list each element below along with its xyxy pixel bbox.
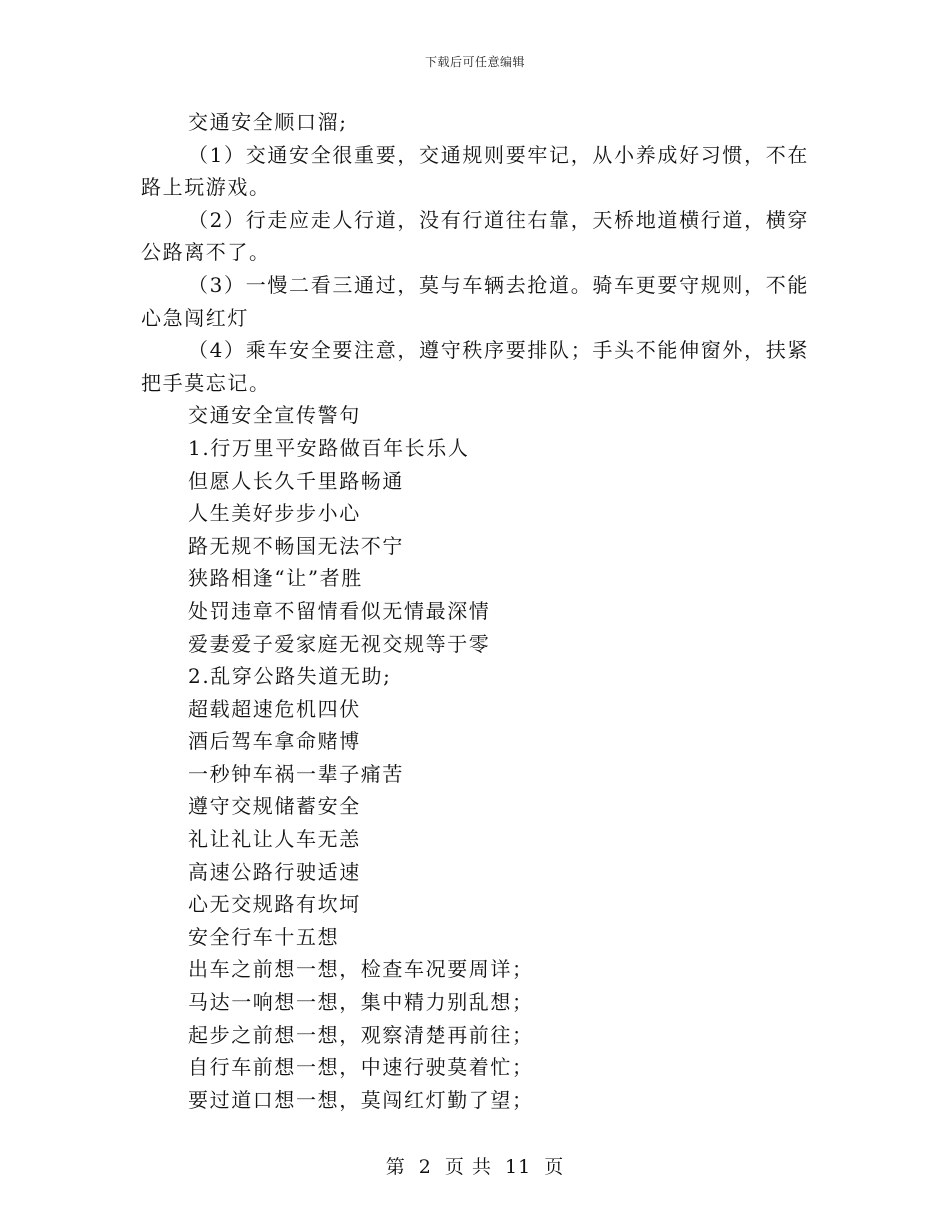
footer-page-number: 2 [418, 1156, 432, 1178]
footer-prefix: 第 [385, 1156, 406, 1178]
slogan-line: 心无交规路有坎坷 [188, 892, 361, 917]
section-title-jingle: 交通安全顺口溜; [188, 110, 348, 134]
thought-line: 自行车前想一想，中速行驶莫着忙； [188, 1055, 534, 1080]
jingle-verse-3: （3）一慢二看三通过，莫与车辆去抢道。骑车更要守规则，不能心急闯红灯 [141, 272, 809, 330]
document-body [141, 106, 809, 1116]
slogan-line: 超载超速危机四伏 [188, 696, 361, 721]
slogan-line: 一秒钟车祸一辈子痛苦 [188, 761, 404, 786]
footer-middle: 页 共 [444, 1156, 492, 1178]
slogan-line: 人生美好步步小心 [188, 501, 361, 526]
jingle-verse-2: （2）行走应走人行道，没有行道往右靠，天桥地道横行道，横穿公路离不了。 [141, 207, 809, 265]
section-title-slogans: 交通安全宣传警句 [188, 403, 361, 428]
slogan-line: 1.行万里平安路做百年长乐人 [188, 435, 470, 460]
slogan-line: 酒后驾车拿命赌博 [188, 729, 361, 754]
thought-line: 起步之前想一想，观察清楚再前往； [188, 1022, 534, 1047]
slogan-line: 处罚违章不留情看似无情最深情 [188, 598, 491, 623]
thought-line: 要过道口想一想，莫闯红灯勤了望； [188, 1087, 534, 1112]
footer-suffix: 页 [544, 1156, 565, 1178]
slogan-line: 礼让礼让人车无恙 [188, 827, 361, 852]
slogan-line: 狭路相逢“让”者胜 [188, 566, 363, 591]
slogan-line: 但愿人长久千里路畅通 [188, 468, 404, 493]
jingle-verse-1: （1）交通安全很重要，交通规则要牢记，从小养成好习惯，不在路上玩游戏。 [141, 142, 809, 200]
slogan-line: 路无规不畅国无法不宁 [188, 533, 404, 558]
thought-line: 马达一响想一想，集中精力别乱想； [188, 990, 534, 1015]
slogan-line: 爱妻爱子爱家庭无视交规等于零 [188, 631, 491, 656]
footer-total-pages: 11 [505, 1156, 532, 1178]
header-note: 下载后可任意编辑 [424, 55, 525, 69]
jingle-verse-4: （4）乘车安全要注意，遵守秩序要排队；手头不能伸窗外，扶紧把手莫忘记。 [141, 338, 809, 395]
slogan-line: 高速公路行驶适速 [188, 859, 361, 884]
slogan-line: 遵守交规储蓄安全 [188, 794, 361, 819]
slogan-line: 2.乱穿公路失道无助; [188, 664, 392, 689]
page-footer [0, 1152, 950, 1179]
section-title-fifteen-thoughts: 安全行车十五想 [188, 924, 340, 949]
thought-line: 出车之前想一想，检查车况要周详； [188, 957, 534, 982]
